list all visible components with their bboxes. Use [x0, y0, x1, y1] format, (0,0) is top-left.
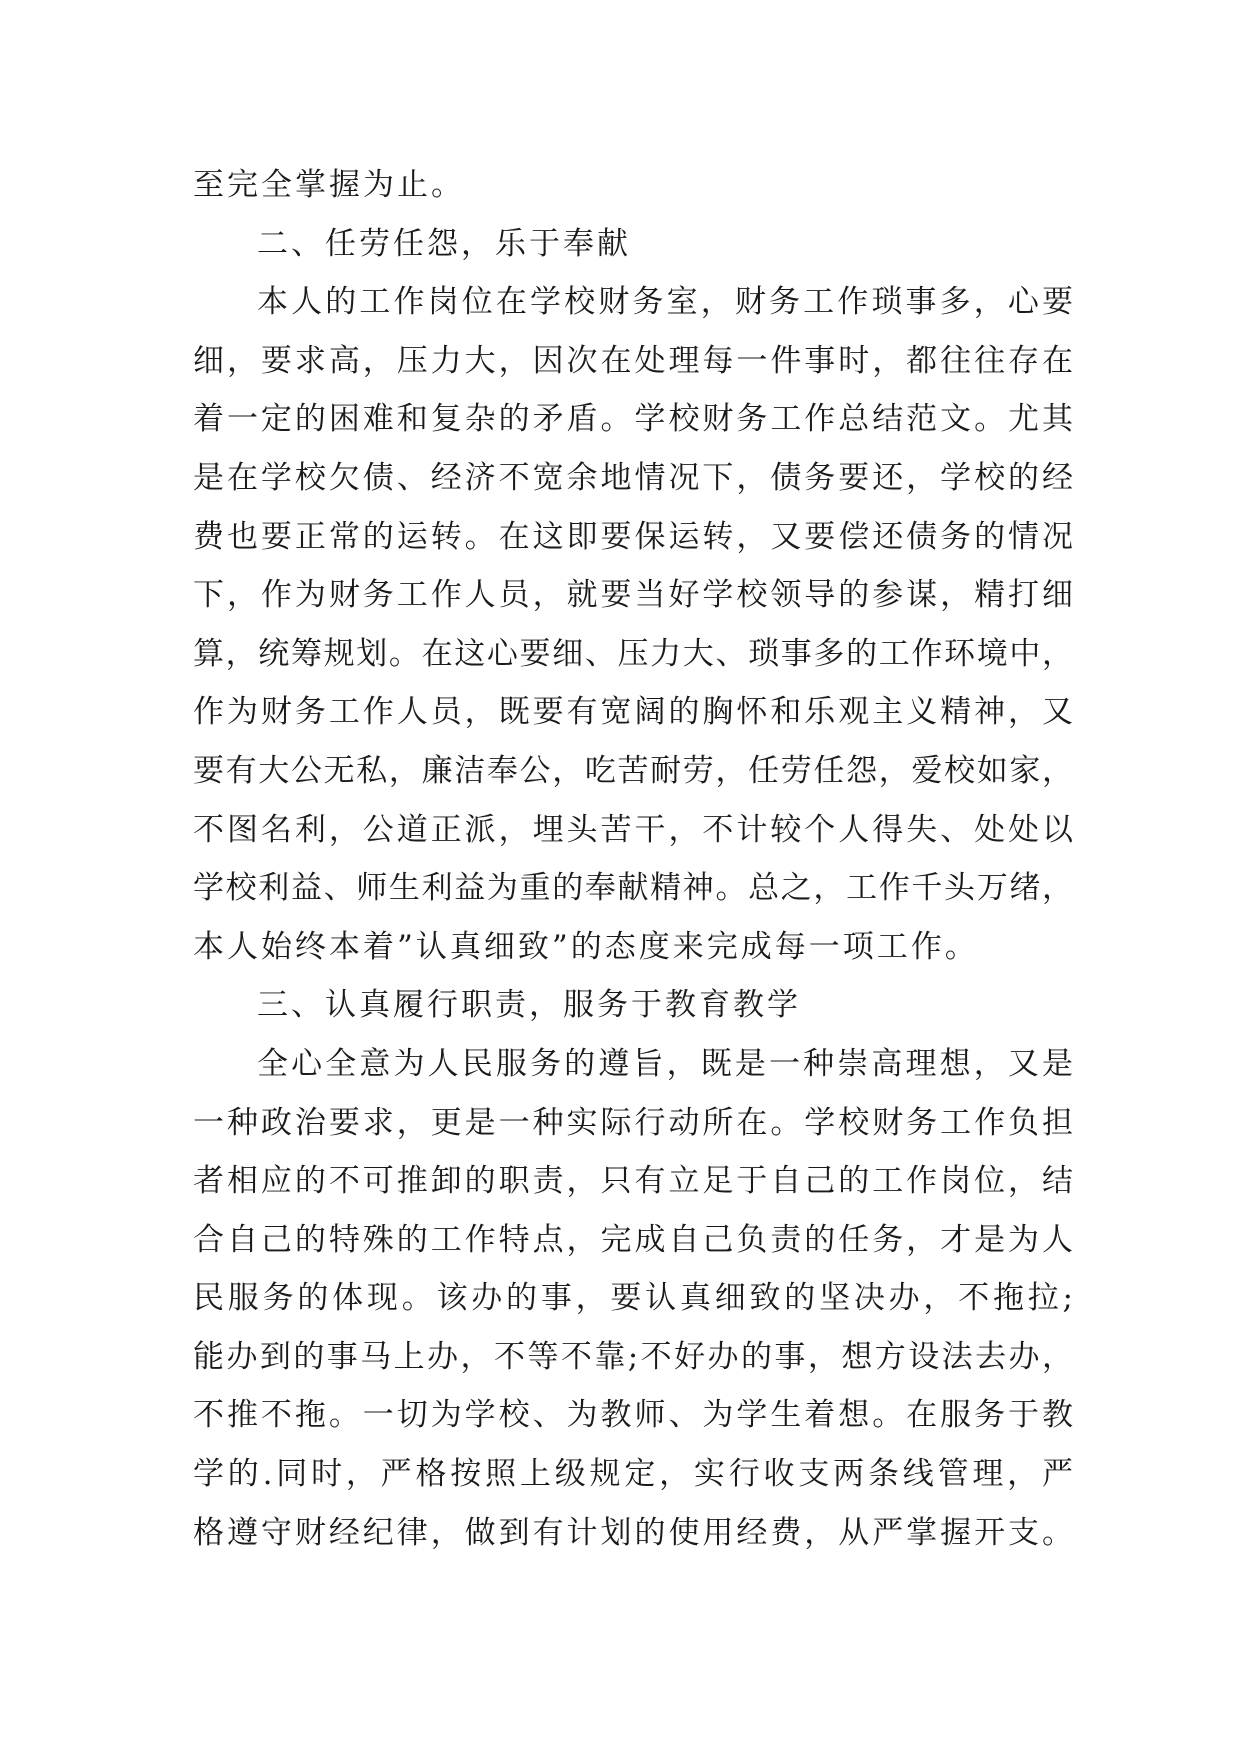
body-text [193, 156, 1073, 1562]
text-line: 民服务的体现。该办的事，要认真细致的坚决办，不拖拉; [193, 1280, 1073, 1317]
text-line: 一种政治要求，更是一种实际行动所在。学校财务工作负担 [193, 1104, 1073, 1141]
section-heading: 二、任劳任怨，乐于奉献 [257, 225, 631, 262]
text-line: 本人的工作岗位在学校财务室，财务工作琐事多，心要 [257, 284, 1073, 321]
text-line: 能办到的事马上办，不等不靠;不好办的事，想方设法去办， [193, 1338, 1073, 1375]
text-line: 作为财务工作人员，既要有宽阔的胸怀和乐观主义精神，又 [193, 694, 1073, 731]
text-line: 不图名利，公道正派，埋头苦干，不计较个人得失、处处以 [193, 811, 1073, 848]
text-line: 至完全掌握为止。 [193, 167, 465, 203]
text-line: 要有大公无私，廉洁奉公，吃苦耐劳，任劳任怨，爱校如家， [193, 752, 1073, 789]
text-line: 合自己的特殊的工作特点，完成自己负责的任务，才是为人 [193, 1221, 1073, 1258]
text-line: 学校利益、师生利益为重的奉献精神。总之，工作千头万绪， [193, 870, 1073, 907]
text-line: 学的.同时，严格按照上级规定，实行收支两条线管理，严 [193, 1456, 1073, 1493]
text-line: 着一定的困难和复杂的矛盾。学校财务工作总结范文。尤其 [193, 401, 1073, 438]
text-line: 不推不拖。一切为学校、为教师、为学生着想。在服务于教 [193, 1397, 1073, 1434]
text-line: 算，统筹规划。在这心要细、压力大、琐事多的工作环境中， [193, 635, 1073, 672]
text-line: 格遵守财经纪律，做到有计划的使用经费，从严掌握开支。 [193, 1514, 1073, 1551]
text-line: 全心全意为人民服务的遵旨，既是一种崇高理想，又是 [257, 1045, 1073, 1082]
text-line: 下，作为财务工作人员，就要当好学校领导的参谋，精打细 [193, 577, 1073, 614]
text-line: 是在学校欠债、经济不宽余地情况下，债务要还，学校的经 [193, 459, 1073, 496]
text-line: 费也要正常的运转。在这即要保运转，又要偿还债务的情况 [193, 518, 1073, 555]
text-line: 细，要求高，压力大，因次在处理每一件事时，都往往存在 [193, 342, 1073, 379]
section-heading: 三、认真履行职责，服务于教育教学 [257, 987, 801, 1024]
text-line: 本人始终本着”认真细致”的态度来完成每一项工作。 [193, 928, 979, 965]
text-line: 者相应的不可推卸的职责，只有立足于自己的工作岗位，结 [193, 1163, 1073, 1200]
